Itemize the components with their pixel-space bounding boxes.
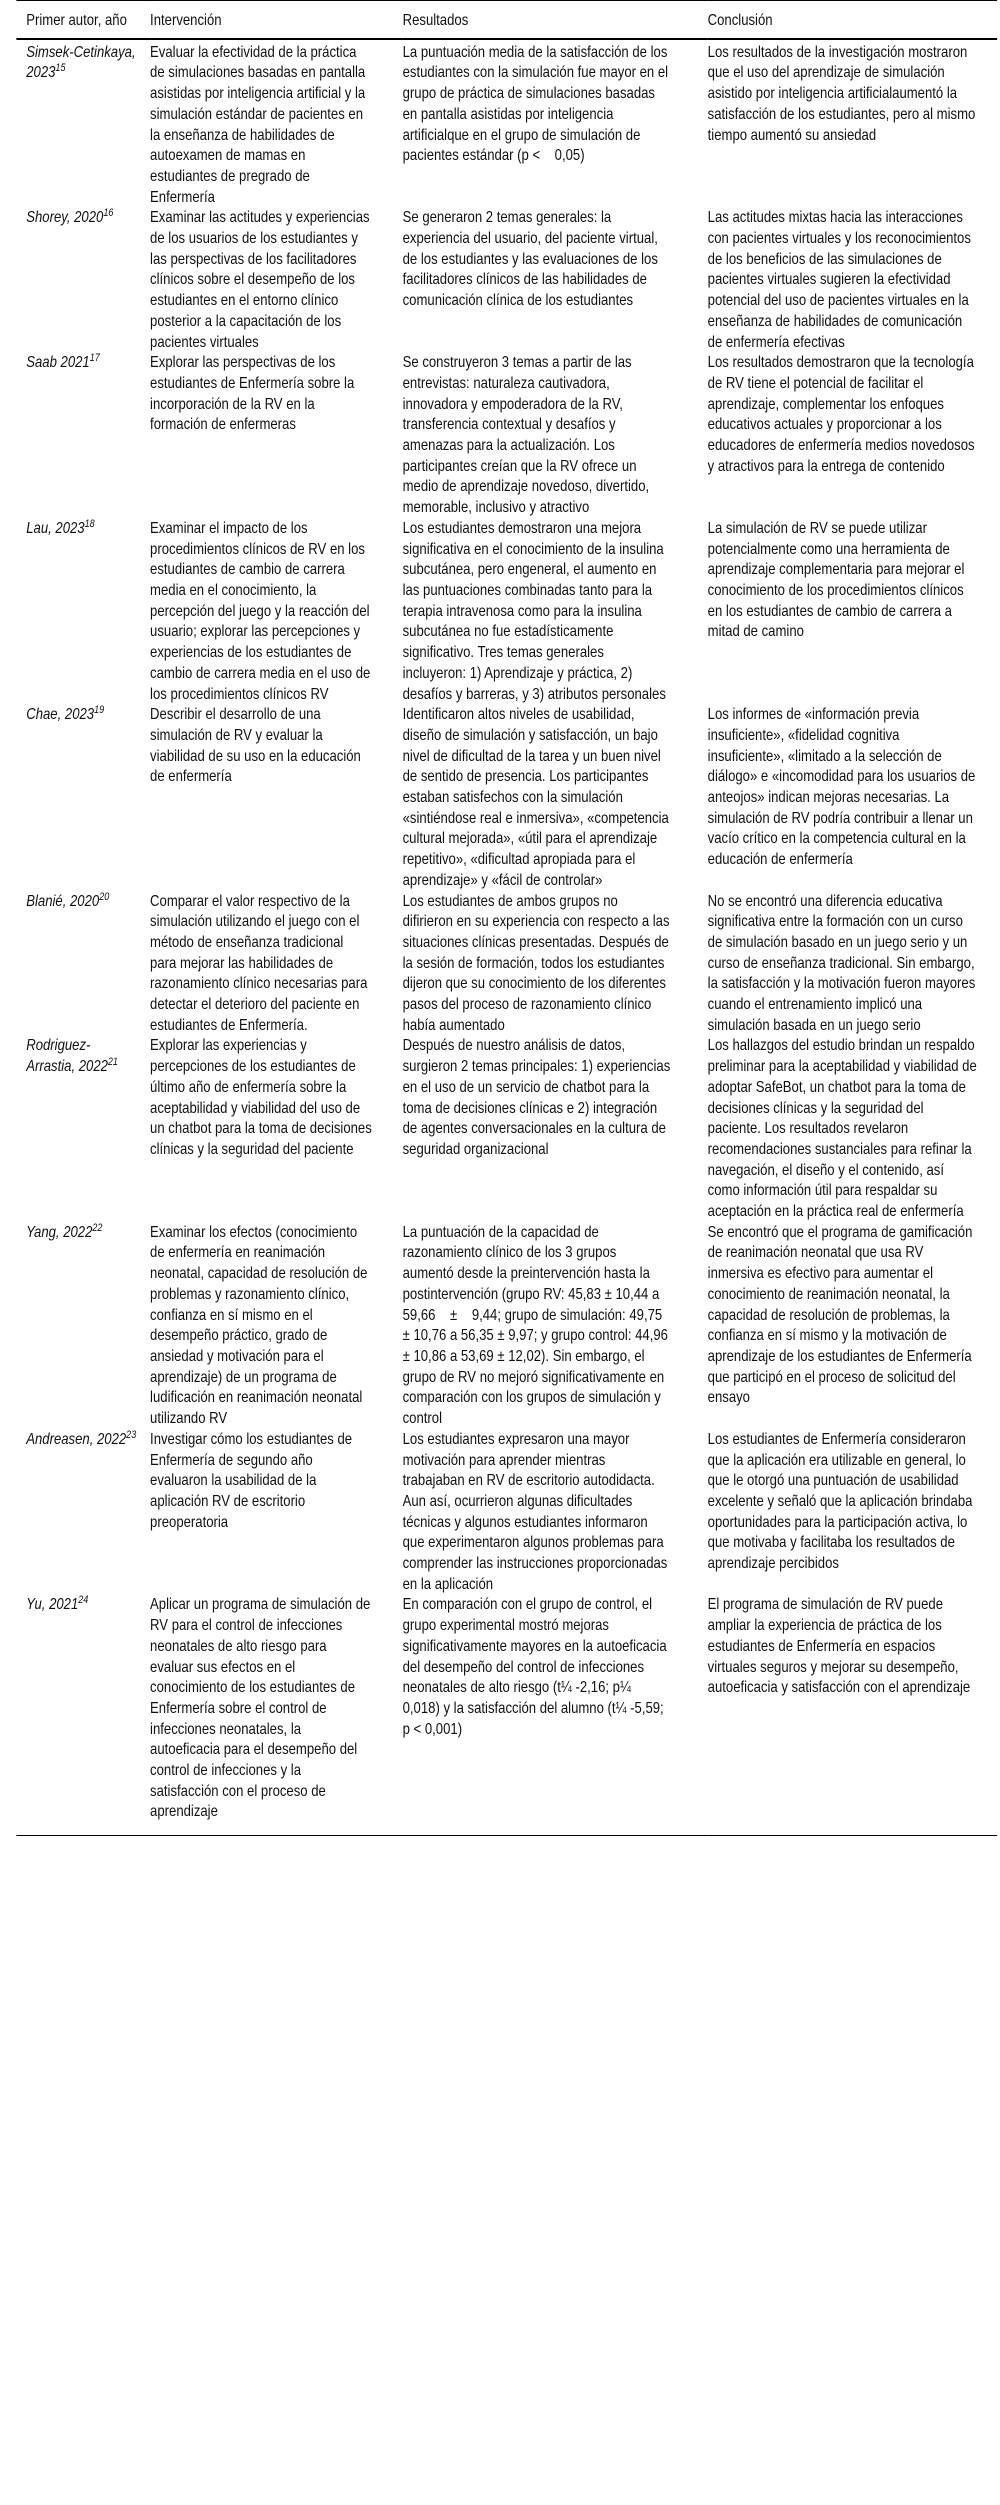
- cell-results: La puntuación media de la satisfacción de los estudiantes con la simulación fue mayor en el grupo de práctica de simulaciones basadas en pantalla asistidas por inteligencia artificialque en el grupo de simulación de pacientes estándar (p < 0,05): [402, 43, 672, 165]
- cell-intervention: Examinar las actitudes y experiencias de los usuarios de los estudiantes y las perspectivas de los facilitadores clínicos sobre el desempeño de los estudiantes en el entorno clínico posterior a la capacitación de los pacientes virtuales: [150, 209, 370, 351]
- cell-conclusion: Los resultados demostraron que la tecnología de RV tiene el potencial de facilitar el aprendizaje, complementar los enfoques educativos actuales y proporcionar a los educadores de enfermería medios novedosos y atractivos para la entrega de contenido: [707, 354, 975, 475]
- cell-intervention: Comparar el valor respectivo de la simulación utilizando el juego con el método de enseñanza tradicional para mejorar las habilidades de razonamiento clínico necesarias para detectar el deterioro del paciente en estudiantes de Enfermería.: [150, 892, 368, 1034]
- cell-results: En comparación con el grupo de control, el grupo experimental mostró mejoras significativamente mayores en la autoeficacia del desempeño del control de infecciones neonatales de alto riesgo (t¼ -2,16; p¼ 0,018) y la satisfacción del alumno (t¼ -5,59; p < 0,001): [402, 1596, 671, 1738]
- cell-author: Saab 2021$^{17}$: [26, 352, 100, 372]
- cell-intervention: Explorar las perspectivas de los estudiantes de Enfermería sobre la incorporación de la RV en la formación de enfermeras: [150, 354, 355, 434]
- cell-author: Rodriguez-Arrastia, 2022$^{21}$: [26, 1037, 118, 1076]
- cell-results: Se generaron 2 temas generales: la experiencia del usuario, del paciente virtual, de los estudiantes y las evaluaciones de los facilitadores clínicos de las habilidades de comunicación clínica de los estudiantes: [402, 209, 662, 310]
- cell-conclusion: Los resultados de la investigación mostraron que el uso del aprendizaje de simulación asistido por inteligencia artificialaumentó la satisfacción de los estudiantes, pero al mismo tiempo aumentó su ansiedad: [707, 43, 976, 144]
- cell-results: Los estudiantes expresaron una mayor motivación para aprender mientras trabajaban en RV de escritorio autodidacta. Aun así, ocurrieron algunas dificultades técnicas y algunos estudiantes informaron que experimentaron algunos problemas para comprender las instrucciones proporcionadas en la aplicación: [402, 1430, 672, 1593]
- table-row: [16, 892, 997, 1037]
- cell-intervention: Explorar las experiencias y percepciones de los estudiantes de último año de enfermería sobre la aceptabilidad y viabilidad del uso de un chatbot para la toma de decisiones clínicas y la seguridad del paciente: [150, 1037, 372, 1158]
- reference-number: 15: [55, 62, 66, 75]
- cell-results: Identificaron altos niveles de usabilidad, diseño de simulación y satisfacción, un bajo nivel de dificultad de la tarea y un buen nivel de sentido de presencia. Los participantes estaban satisfechos con la simulación «sintiéndose real e inmersiva», «competencia cultural mejorada», «útil para el aprendizaje repetitivo», «dificultad apropiada para el aprendizaje» y «fácil de controlar»: [402, 706, 673, 889]
- cell-conclusion: Los informes de «información previa insuficiente», «fidelidad cognitiva insuficiente», «limitado a la selección de diálogo» e «incomodidad para los usuarios de anteojos» indican mejoras necesarias. La simulación de RV podría contribuir a llenar un vacío crítico en la competencia cultural en la educación de enfermería: [707, 706, 976, 869]
- table-row: [16, 1595, 997, 1835]
- cell-author: Shorey, 2020$^{16}$: [26, 207, 114, 227]
- table-row: [16, 1430, 997, 1596]
- cell-author: Andreasen, 2022$^{23}$: [26, 1428, 137, 1448]
- cell-conclusion: Se encontró que el programa de gamificación de reanimación neonatal que usa RV inmersiva es efectivo para aumentar el conocimiento de reanimación neonatal, la capacidad de resolución de problemas, la confianza en sí mismo y la motivación de aprendizaje de los estudiantes de Enfermería que participó en el proceso de solicitud del ensayo: [707, 1223, 973, 1407]
- reference-number: 19: [94, 704, 105, 717]
- reference-number: 23: [126, 1428, 137, 1441]
- cell-conclusion: El programa de simulación de RV puede ampliar la experiencia de práctica de los estudiantes de Enfermería en espacios virtuales seguros y mejorar su desempeño, autoeficacia y satisfacción con el aprendizaje: [707, 1596, 971, 1697]
- cell-intervention: Evaluar la efectividad de la práctica de simulaciones basadas en pantalla asistidas por inteligencia artificial y la simulación estándar de pacientes en la enseñanza de habilidades de autoexamen de mamas en estudiantes de pregrado de Enfermería: [150, 43, 366, 206]
- table-row: [16, 208, 997, 353]
- cell-conclusion: Los estudiantes de Enfermería consideraron que la aplicación era utilizable en general, lo que le otorgó una puntuación de usabilidad excelente y señaló que la aplicación brindaba oportunidades para la participación activa, lo que motivaba y facilitaba los resultados de aprendizaje percibidos: [707, 1430, 973, 1573]
- cell-author: Simsek-Cetinkaya, 2023$^{15}$: [26, 43, 136, 82]
- studies-table: [16, 0, 997, 1836]
- table-row: [16, 519, 997, 705]
- cell-results: Los estudiantes de ambos grupos no difirieron en su experiencia con respecto a las situaciones clínicas presentadas. Después de la sesión de formación, todos los estudiantes dijeron que su conocimiento de los diferentes pasos del proceso de razonamiento clínico había aumentado: [402, 892, 674, 1034]
- cell-intervention: Examinar el impacto de los procedimientos clínicos de RV en los estudiantes de cambio de carrera media en el conocimiento, la percepción del juego y la reacción del usuario; explorar las percepciones y experiencias de los estudiantes de cambio de carrera media en el uso de los procedimientos clínicos RV: [150, 519, 371, 703]
- reference-number: 24: [78, 1594, 89, 1607]
- reference-number: 22: [92, 1221, 103, 1234]
- cell-intervention: Aplicar un programa de simulación de RV para el control de infecciones neonatales de alto riesgo para evaluar sus efectos en el conocimiento de los estudiantes de Enfermería sobre el control de infecciones neonatales, la autoeficacia para el desempeño del control de infecciones y la satisfacción con el proceso de aprendizaje: [150, 1596, 371, 1821]
- cell-author: Yang, 2022$^{22}$: [26, 1221, 103, 1241]
- reference-number: 16: [103, 207, 114, 220]
- cell-results: Los estudiantes demostraron una mejora significativa en el conocimiento de la insulina subcutánea, pero engeneral, el aumento en las puntuaciones combinadas tanto para la terapia intravenosa como para la insulina subcutánea no fue estadísticamente significativo. Tres temas generales incluyeron: 1) Aprendizaje y práctica, 2) desafíos y barreras, y 3) atributos personales: [402, 519, 668, 703]
- cell-results: Se construyeron 3 temas a partir de las entrevistas: naturaleza cautivadora, innovadora y empoderadora de la RV, transferencia contextual y desafíos y amenazas para la actualización. Los participantes creían que la RV ofrece un medio de aprendizaje novedoso, divertido, memorable, inclusivo y atractivo: [402, 354, 653, 517]
- cell-intervention: Examinar los efectos (conocimiento de enfermería en reanimación neonatal, capacidad de resolución de problemas y razonamiento clínico, confianza en sí mismo en el desempeño práctico, grado de ansiedad y motivación para el aprendizaje) de un programa de ludificación en reanimación neonatal utilizando RV: [150, 1223, 368, 1428]
- cell-author: Lau, 2023$^{18}$: [26, 517, 95, 537]
- cell-results: Después de nuestro análisis de datos, surgieron 2 temas principales: 1) experiencias en el uso de un servicio de chatbot para la toma de decisiones clínicas e 2) integración de agentes conversacionales en la cultura de seguridad organizacional: [402, 1037, 674, 1158]
- table-row: [16, 39, 997, 209]
- table-row: [16, 705, 997, 891]
- cell-conclusion: Las actitudes mixtas hacia las interacciones con pacientes virtuales y los reconocimientos de los beneficios de las simulaciones de pacientes virtuales sugieren la efectividad potencial del uso de pacientes virtuales en la enseñanza de habilidades de comunicación de enfermería efectivas: [707, 209, 971, 351]
- cell-results: La puntuación de la capacidad de razonamiento clínico de los 3 grupos aumentó desde la preintervención hasta la postintervención (grupo RV: 45,83 ± 10,44 a 59,66 ± 9,44; grupo de simulación: 49,75 ± 10,76 a 56,35 ± 9,97; y grupo control: 44,96 ± 10,86 a 53,69 ± 12,02). Sin embargo, el grupo de RV no mejoró significativamente en comparación con los grupos de simulación y control: [402, 1223, 672, 1428]
- header-conclusion: Conclusión: [707, 12, 773, 29]
- reference-number: 18: [84, 517, 95, 530]
- cell-conclusion: Los hallazgos del estudio brindan un respaldo preliminar para la aceptabilidad y viabilidad de adoptar SafeBot, un chatbot para la toma de decisiones clínicas y la seguridad del paciente. Los resultados revelaron recomendaciones sustanciales para refinar la navegación, el diseño y el contenido, así como información útil para respaldar su aceptación en la práctica real de enfermería: [707, 1037, 977, 1221]
- table-row: [16, 353, 997, 519]
- header-intervention: Intervención: [150, 12, 222, 29]
- header-results: Resultados: [402, 12, 469, 29]
- table-header-row: [16, 1, 997, 39]
- cell-author: Chae, 2023$^{19}$: [26, 704, 105, 724]
- header-author: Primer autor, año: [26, 12, 127, 29]
- table-row: [16, 1223, 997, 1430]
- cell-conclusion: No se encontró una diferencia educativa significativa entre la formación con un curso de simulación basado en un juego serio y un curso de enseñanza tradicional. Sin embargo, la satisfacción y la motivación fueron mayores cuando el entrenamiento implicó una simulación basada en un juego serio: [707, 892, 976, 1034]
- table-row: [16, 1036, 997, 1222]
- cell-intervention: Investigar cómo los estudiantes de Enfermería de segundo año evaluaron la usabilidad de la aplicación RV de escritorio preoperatoria: [150, 1430, 353, 1531]
- cell-intervention: Describir el desarrollo de una simulación de RV y evaluar la viabilidad de su uso en la educación de enfermería: [150, 706, 361, 786]
- cell-conclusion: La simulación de RV se puede utilizar potencialmente como una herramienta de aprendizaje complementaria para mejorar el conocimiento de los procedimientos clínicos en los estudiantes de cambio de carrera a mitad de camino: [707, 519, 965, 641]
- cell-author: Blanié, 2020$^{20}$: [26, 890, 110, 910]
- reference-number: 21: [107, 1056, 118, 1069]
- reference-number: 17: [89, 352, 100, 365]
- reference-number: 20: [99, 890, 110, 903]
- cell-author: Yu, 2021$^{24}$: [26, 1594, 89, 1614]
